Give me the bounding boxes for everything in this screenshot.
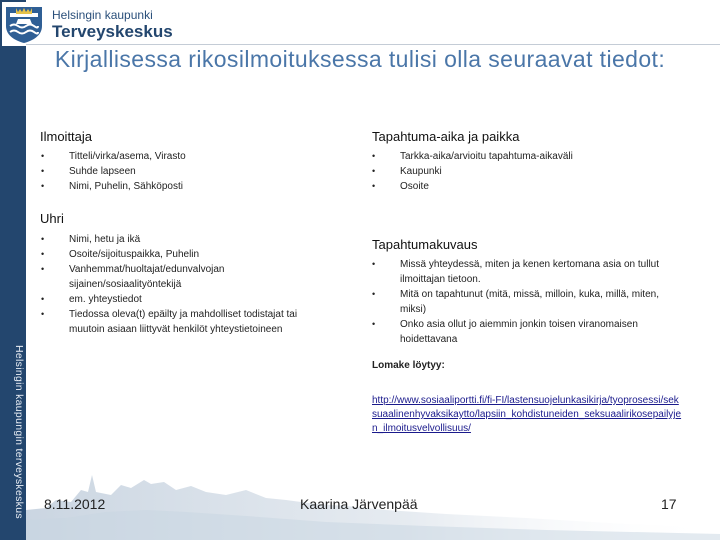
sidebar-vertical-text: Helsingin kaupungin terveyskeskus — [13, 345, 25, 519]
list-item: • Nimi, Puhelin, Sähköposti — [41, 179, 341, 194]
list-item: • Tarkka-aika/arvioitu tapahtuma-aikaväli — [372, 149, 682, 164]
footer-page-number: 17 — [661, 496, 677, 512]
form-label: Lomake löytyy: — [372, 360, 445, 371]
list-item: • Nimi, hetu ja ikä — [41, 232, 331, 247]
list-item: • Titteli/virka/asema, Virasto — [41, 149, 341, 164]
logo-top-text: Helsingin kaupunki — [52, 7, 153, 22]
list-item: • Kaupunki — [372, 164, 682, 179]
city-skyline-image — [26, 440, 720, 540]
list-item: • Osoite/sijoituspaikka, Puhelin — [41, 247, 331, 262]
list-item: • Onko asia ollut jo aiemmin jonkin toisen viranomaisen hoidettavana — [372, 317, 682, 347]
list-uhri — [41, 232, 331, 337]
list-item: • Vanhemmat/huoltajat/edunvalvojan sijainen/sosiaalityöntekijä — [41, 262, 331, 292]
list-item: • Suhde lapseen — [41, 164, 341, 179]
heading-tapahtuma-aika: Tapahtuma-aika ja paikka — [372, 129, 520, 144]
list-item: • Missä yhteydessä, miten ja kenen kertomana asia on tullut ilmoittajan tietoon. — [372, 257, 682, 287]
list-item: • Tiedossa oleva(t) epäilty ja mahdolliset todistajat tai muutoin asiaan liittyvät henkilöt yhteystietoineen — [41, 307, 331, 337]
logo-main-text: Terveyskeskus — [52, 21, 173, 41]
list-item: • em. yhteystiedot — [41, 292, 331, 307]
footer-author: Kaarina Järvenpää — [300, 496, 418, 512]
form-link[interactable]: http://www.sosiaaliportti.fi/fi-FI/lastensuojelunkasikirja/tyoprosessi/seksuaalinenhyvaksikaytto/lapsiin_kohdistuneiden_seksuaalirikosepailyjen_ilmoitusvelvollisuus/ — [372, 395, 682, 434]
list-tapahtuma-aika — [372, 149, 682, 194]
heading-ilmoittaja: Ilmoittaja — [40, 129, 93, 144]
slide-title: Kirjallisessa rikosilmoituksessa tulisi olla seuraavat tiedot: — [54, 46, 666, 72]
logo-texts — [52, 9, 173, 40]
list-item: • Osoite — [372, 179, 682, 194]
heading-uhri: Uhri — [40, 211, 64, 226]
list-ilmoittaja — [41, 149, 341, 194]
list-item: • Mitä on tapahtunut (mitä, missä, milloin, kuka, millä, miten, miksi) — [372, 287, 682, 317]
logo — [2, 2, 202, 46]
footer-date: 8.11.2012 — [44, 496, 106, 512]
helsinki-crest-icon — [2, 4, 46, 44]
heading-tapahtumakuvaus: Tapahtumakuvaus — [372, 237, 478, 252]
list-tapahtumakuvaus — [372, 257, 682, 347]
